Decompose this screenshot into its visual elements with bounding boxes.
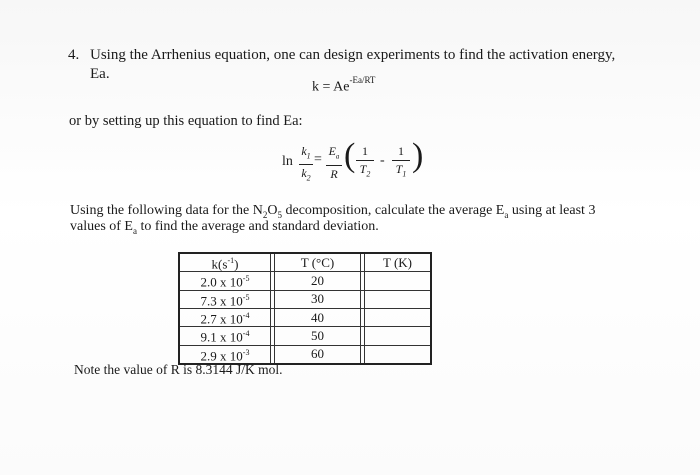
cell-tc: 50 bbox=[275, 327, 361, 345]
question-text-line2: Ea. bbox=[90, 66, 110, 82]
left-paren: ( bbox=[344, 137, 356, 174]
cell-k: 2.9 x $10^{-3}$ bbox=[179, 345, 271, 364]
two-point-arrhenius-equation bbox=[282, 137, 442, 188]
cell-tc: 20 bbox=[275, 272, 361, 290]
cell-k: 2.7 x $10^{-4}$ bbox=[179, 308, 271, 326]
table-row bbox=[179, 290, 431, 308]
cell-tc: 60 bbox=[275, 345, 361, 364]
cell-tk[interactable] bbox=[365, 290, 432, 308]
table-row bbox=[179, 308, 431, 326]
cell-tk[interactable] bbox=[365, 327, 432, 345]
rate-data-table bbox=[178, 252, 432, 365]
equals-sign: = bbox=[314, 152, 322, 167]
header-temp-kelvin: T (K) bbox=[365, 253, 432, 272]
arrhenius-equation bbox=[312, 77, 375, 96]
header-rate-constant: $k(s^{-1})$ bbox=[179, 253, 271, 272]
equation-exponent: -Ea/RT bbox=[349, 75, 376, 85]
minus-sign: - bbox=[380, 153, 385, 168]
or-text: or by setting up this equation to find Ea: bbox=[69, 113, 303, 129]
gas-constant-note: Note the value of R is 8.3144 J/K mol. bbox=[74, 362, 283, 377]
cell-k: 2.0 x $10^{-5}$ bbox=[179, 272, 271, 290]
cell-tc: 30 bbox=[275, 290, 361, 308]
table-row bbox=[179, 327, 431, 345]
instructions-line1: Using the following data for the $N_2O_5$ decomposition, calculate the average $E_a$ using at least 3 bbox=[70, 203, 596, 220]
cell-tk[interactable] bbox=[365, 272, 432, 290]
ea-over-r-fraction: $E_a$ R bbox=[326, 145, 342, 181]
question-number: 4. bbox=[68, 47, 80, 63]
equation-base: k = Ae bbox=[312, 79, 350, 95]
cell-tk[interactable] bbox=[365, 345, 432, 364]
cell-tk[interactable] bbox=[365, 308, 432, 326]
cell-k: 9.1 x $10^{-4}$ bbox=[179, 327, 271, 345]
k-ratio-fraction: $k_1$ $k_2$ bbox=[299, 145, 313, 185]
right-paren: ) bbox=[412, 137, 424, 174]
header-temp-celsius: T (°C) bbox=[275, 253, 361, 272]
ln-symbol: ln bbox=[282, 154, 293, 169]
question-text-line1: Using the Arrhenius equation, one can design experiments to find the activation energy, bbox=[90, 47, 616, 63]
cell-tc: 40 bbox=[275, 308, 361, 326]
instructions-line2: values of $E_a$ to find the average and standard deviation. bbox=[70, 219, 379, 236]
table-header-row bbox=[179, 253, 431, 272]
cell-k: 7.3 x $10^{-5}$ bbox=[179, 290, 271, 308]
one-over-t1-fraction: 1 $T_1$ bbox=[392, 145, 410, 180]
table-row bbox=[179, 272, 431, 290]
one-over-t2-fraction: 1 $T_2$ bbox=[356, 145, 374, 180]
